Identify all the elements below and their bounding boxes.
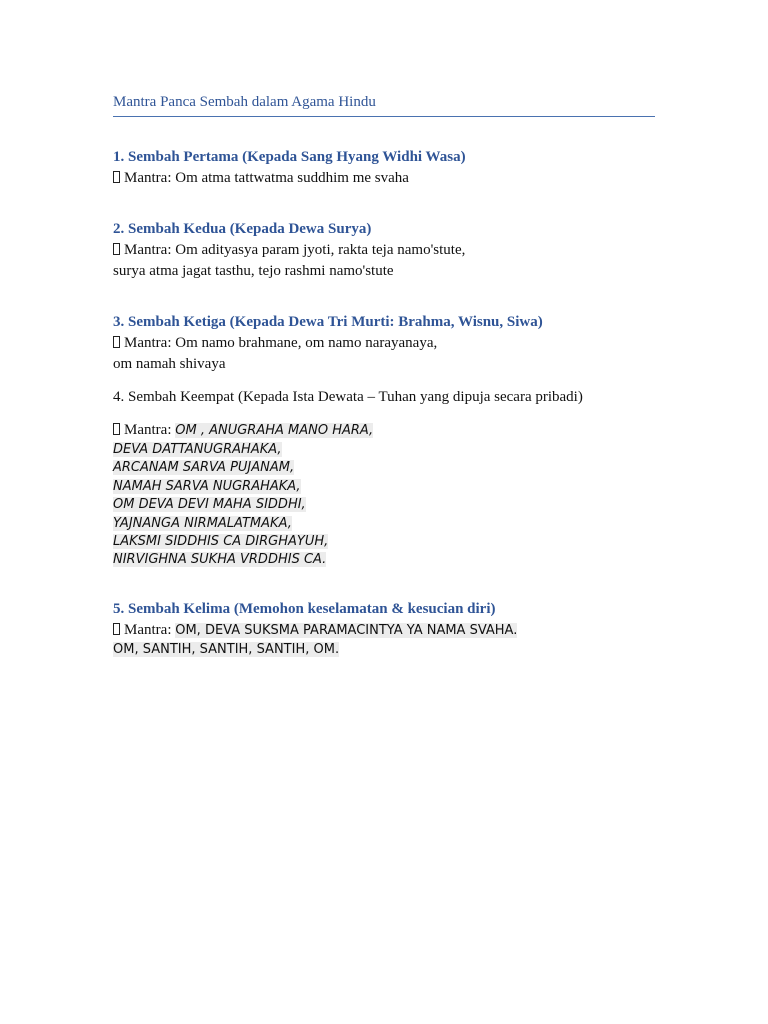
mantra-text: OM, SANTIH, SANTIH, SANTIH, OM.	[113, 642, 340, 657]
missing-glyph-icon	[113, 423, 120, 435]
section-1	[113, 147, 673, 189]
section-heading: 1. Sembah Pertama (Kepada Sang Hyang Widhi Wasa)	[113, 149, 466, 165]
mantra-label: Mantra:	[124, 422, 172, 438]
mantra-text: ARCANAM SARVA PUJANAM,	[113, 460, 295, 476]
section-heading: 3. Sembah Ketiga (Kepada Dewa Tri Murti: Brahma, Wisnu, Siwa)	[113, 314, 543, 330]
section-heading: 5. Sembah Kelima (Memohon keselamatan & kesucian diri)	[113, 601, 496, 617]
mantra-text: om namah shivaya	[113, 356, 226, 372]
mantra-text: NIRVIGHNA SUKHA VRDDHIS CA.	[113, 552, 327, 568]
mantra-label: Mantra:	[124, 622, 172, 638]
mantra-line	[113, 333, 673, 354]
mantra-block	[113, 441, 673, 570]
mantra-text: surya atma jagat tasthu, tejo rashmi namo'stute	[113, 263, 394, 279]
document-title: Mantra Panca Sembah dalam Agama Hindu	[113, 93, 655, 117]
mantra-text: LAKSMI SIDDHIS CA DIRGHAYUH,	[113, 533, 329, 549]
mantra-text: Om namo brahmane, om namo narayanaya,	[175, 335, 438, 351]
mantra-label: Mantra:	[124, 242, 172, 258]
mantra-block	[113, 641, 673, 659]
mantra-label: Mantra:	[124, 170, 172, 186]
section-5	[113, 599, 673, 659]
section-heading: 2. Sembah Kedua (Kepada Dewa Surya)	[113, 221, 372, 237]
mantra-text: YAJNANGA NIRMALATMAKA,	[113, 515, 292, 531]
mantra-text: NAMAH SARVA NUGRAHAKA,	[113, 478, 301, 494]
mantra-line	[113, 620, 673, 641]
mantra-label: Mantra:	[124, 335, 172, 351]
mantra-line	[113, 168, 673, 189]
missing-glyph-icon	[113, 623, 120, 635]
section-4	[113, 387, 673, 570]
mantra-text: DEVA DATTANUGRAHAKA,	[113, 442, 282, 457]
missing-glyph-icon	[113, 243, 120, 255]
mantra-line	[113, 240, 673, 261]
mantra-text: Om atma tattwatma suddhim me svaha	[175, 170, 409, 186]
missing-glyph-icon	[113, 336, 120, 348]
section-heading: 4. Sembah Keempat (Kepada Ista Dewata – Tuhan yang dipuja secara pribadi)	[113, 389, 583, 405]
mantra-text: OM , ANUGRAHA MANO HARA,	[175, 423, 374, 438]
mantra-text: OM DEVA DEVI MAHA SIDDHI,	[113, 497, 306, 513]
mantra-text: OM, DEVA SUKSMA PARAMACINTYA YA NAMA SVAHA.	[175, 623, 518, 638]
missing-glyph-icon	[113, 171, 120, 183]
mantra-line	[113, 420, 673, 441]
section-2	[113, 219, 673, 282]
section-3	[113, 312, 673, 375]
mantra-text: Om adityasya param jyoti, rakta teja namo'stute,	[175, 242, 466, 258]
